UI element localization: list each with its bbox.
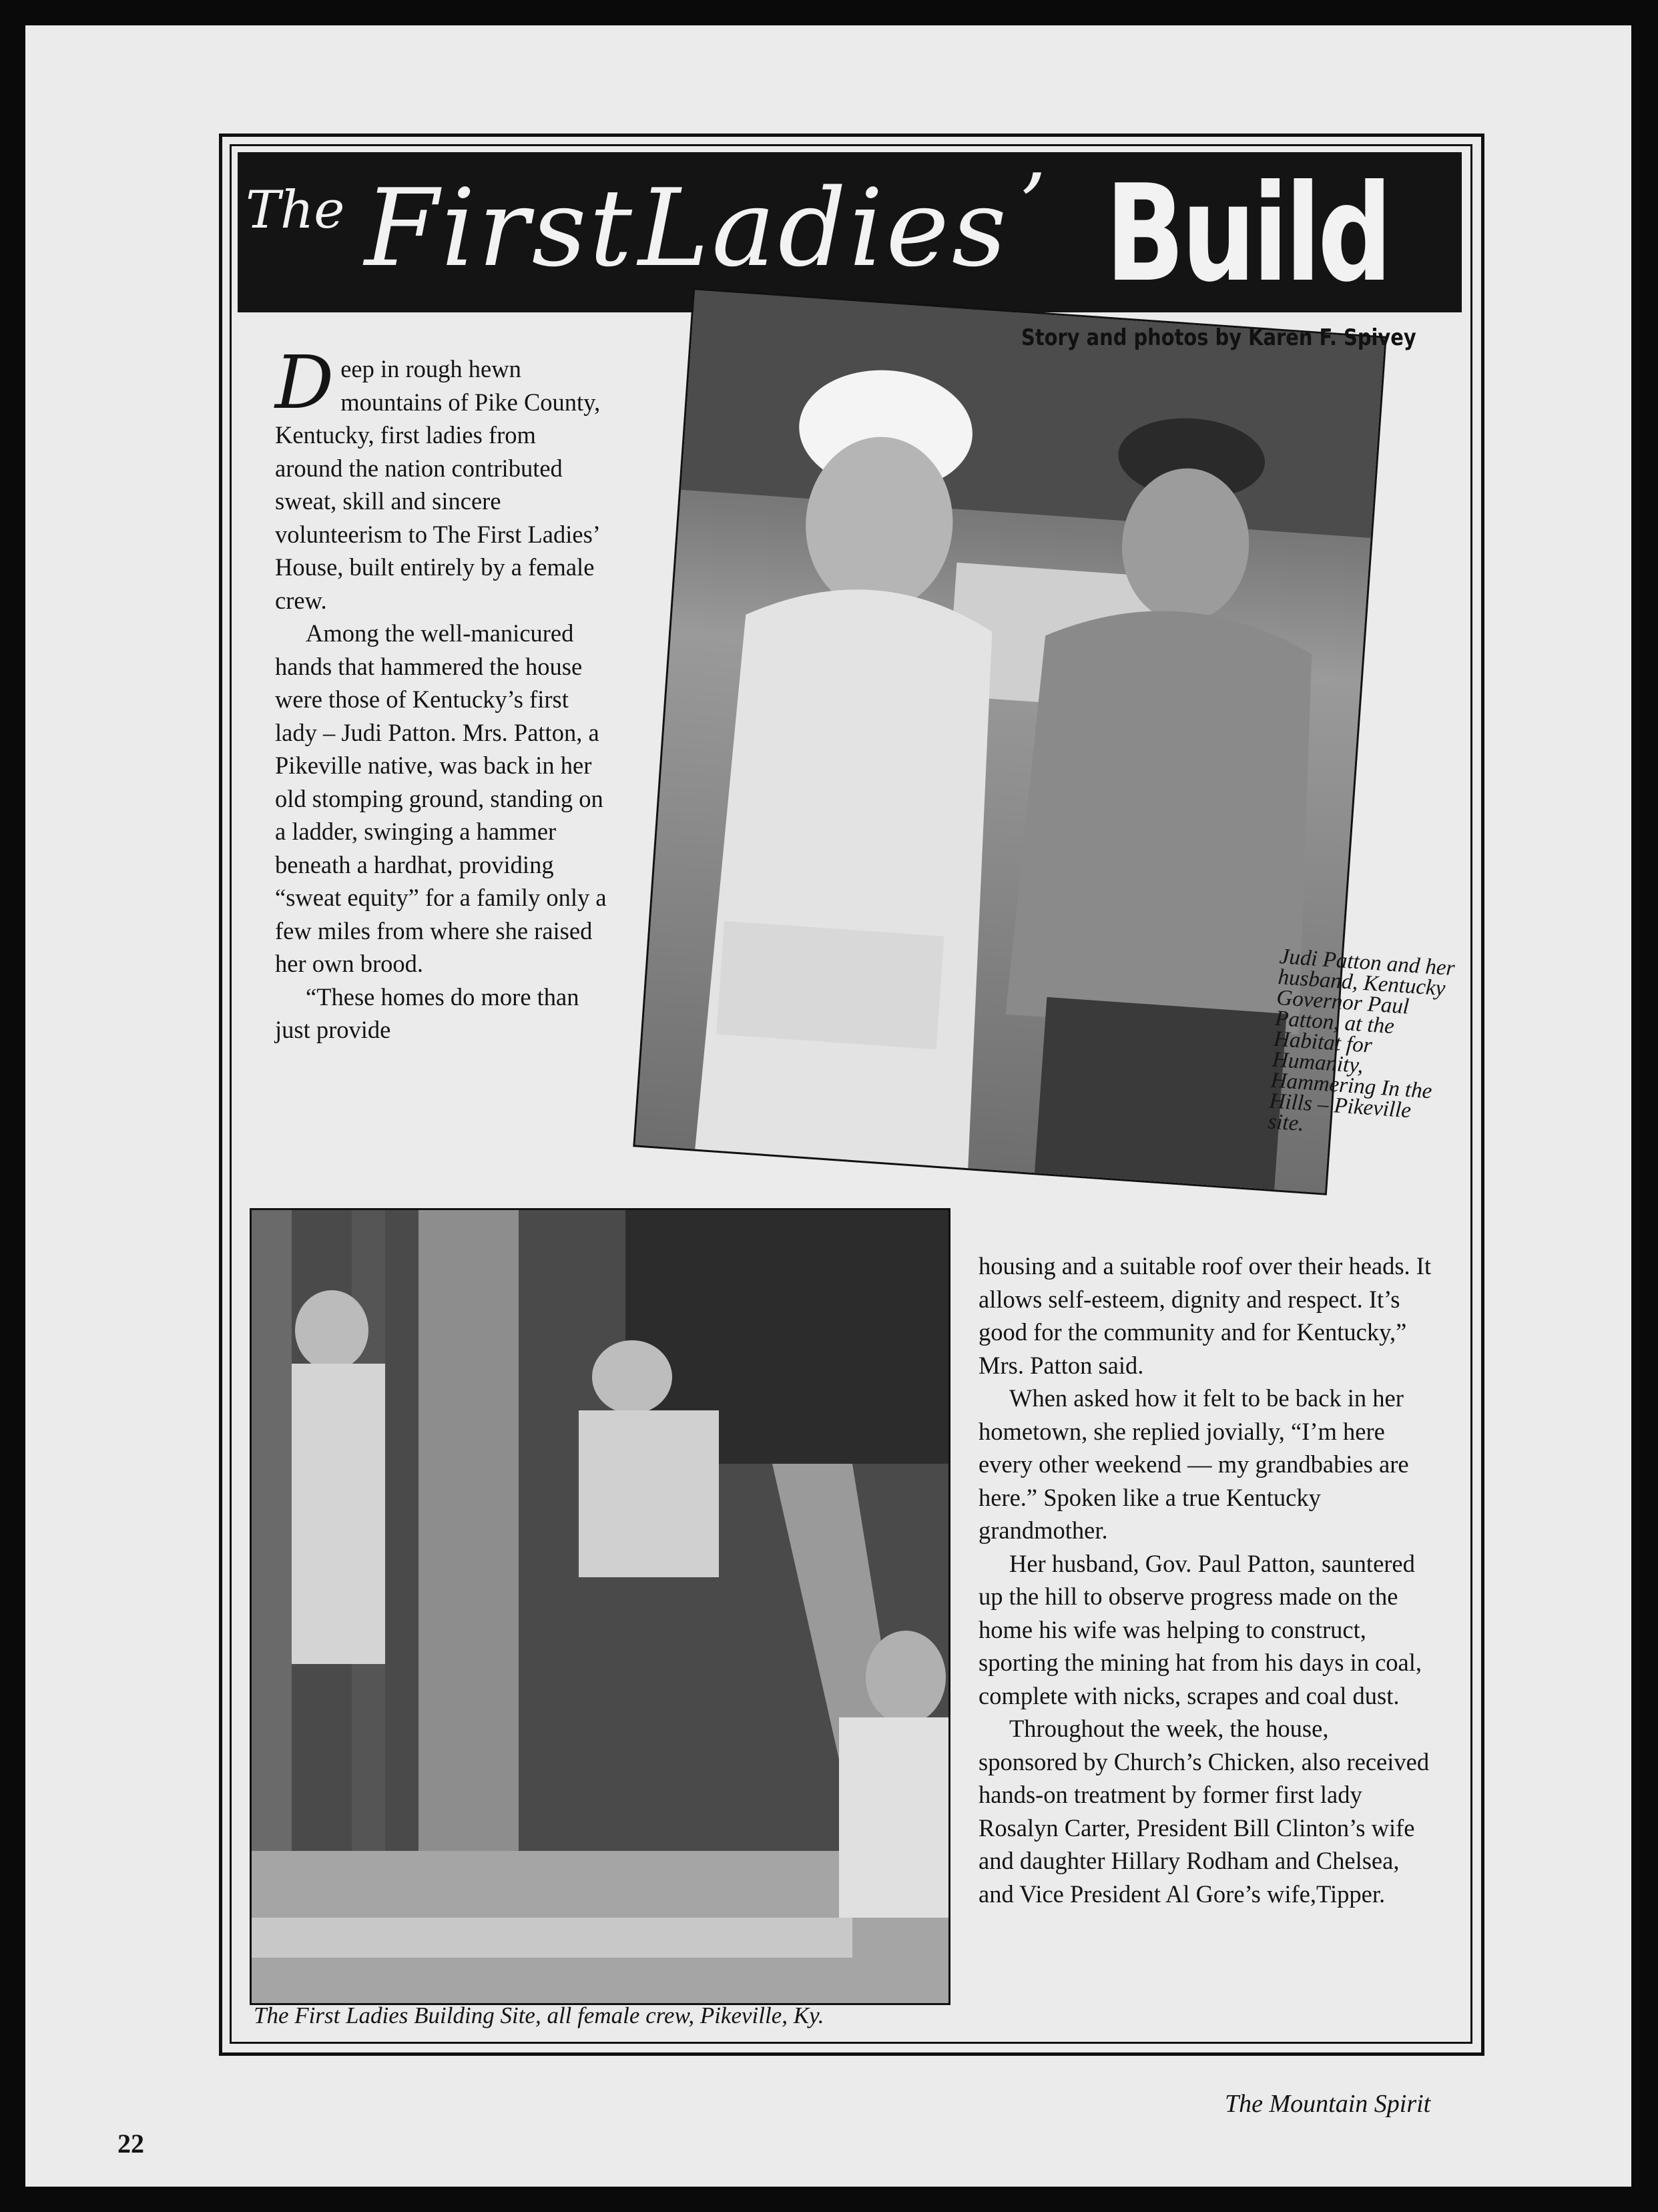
article-column-2 <box>979 1250 1432 1910</box>
title-ladies: Ladies <box>638 166 1010 290</box>
title-banner <box>238 152 1462 312</box>
title-build: Build <box>1105 156 1390 312</box>
article-paragraph: Her husband, Gov. Paul Patton, sauntered up the hill to observe progress made on the home his wife was helping to construct, sporting the mining hat from his days in coal, complete with nicks, scrapes and coal dust. <box>979 1549 1422 1709</box>
article-column-1 <box>275 340 609 1047</box>
photo-female-crew-building-site-placeholder <box>252 1210 948 2003</box>
byline: Story and photos by Karen F. Spivey <box>1021 324 1416 351</box>
article-paragraph: When asked how it felt to be back in her hometown, she replied jovially, “I’m here every other weekend — my grandbabies are here.” Spoken like a true Kentucky grandmother. <box>979 1384 1409 1544</box>
photo-caption-crew: The First Ladies Building Site, all female crew, Pikeville, Ky. <box>254 2002 824 2028</box>
article-paragraph: Among the well-manicured hands that hammered the house were those of Kentucky’s first lady – Judi Patton. Mrs. Patton, a Pikeville native, was back in her old stomping ground, standing on a ladder, swinging a hammer beneath a hardhat, providing “sweat equity” for a family only a few miles from where she raised her own brood. <box>275 619 607 977</box>
article-paragraph: housing and a suitable roof over their heads. It allows self-esteem, dignity and respect. It’s good for the community and for Kentucky,” Mrs. Patton said. <box>979 1252 1432 1379</box>
photo-caption-patton: Judi Patton and her husband, Kentucky Governor Paul Patton, at the Habitat for Humanity, Hammering In the Hills – Pikeville site. <box>1267 944 1456 1137</box>
drop-cap: D <box>275 340 334 425</box>
article-paragraph: Deep in rough hewn mountains of Pike County, Kentucky, first ladies from around the nation contributed sweat, skill and sincere volunteerism to The First Ladies’ House, built entirely by a female crew. <box>275 340 601 614</box>
title-first: First <box>364 166 635 290</box>
title-apostrophe: ’ <box>1019 155 1047 256</box>
photo-female-crew-building-site <box>250 1208 950 2005</box>
article-paragraph: “These homes do more than just provide <box>275 983 579 1043</box>
title-the: The <box>246 180 345 240</box>
article-paragraph: Throughout the week, the house, sponsored by Church’s Chicken, also received hands-on treatment by former first lady Rosalyn Carter, President Bill Clinton’s wife and daughter Hillary Rodham and Chelsea, and Vice President Al Gore’s wife,Tipper. <box>979 1715 1430 1908</box>
magazine-name: The Mountain Spirit <box>1225 2090 1431 2118</box>
page-number: 22 <box>117 2129 144 2159</box>
